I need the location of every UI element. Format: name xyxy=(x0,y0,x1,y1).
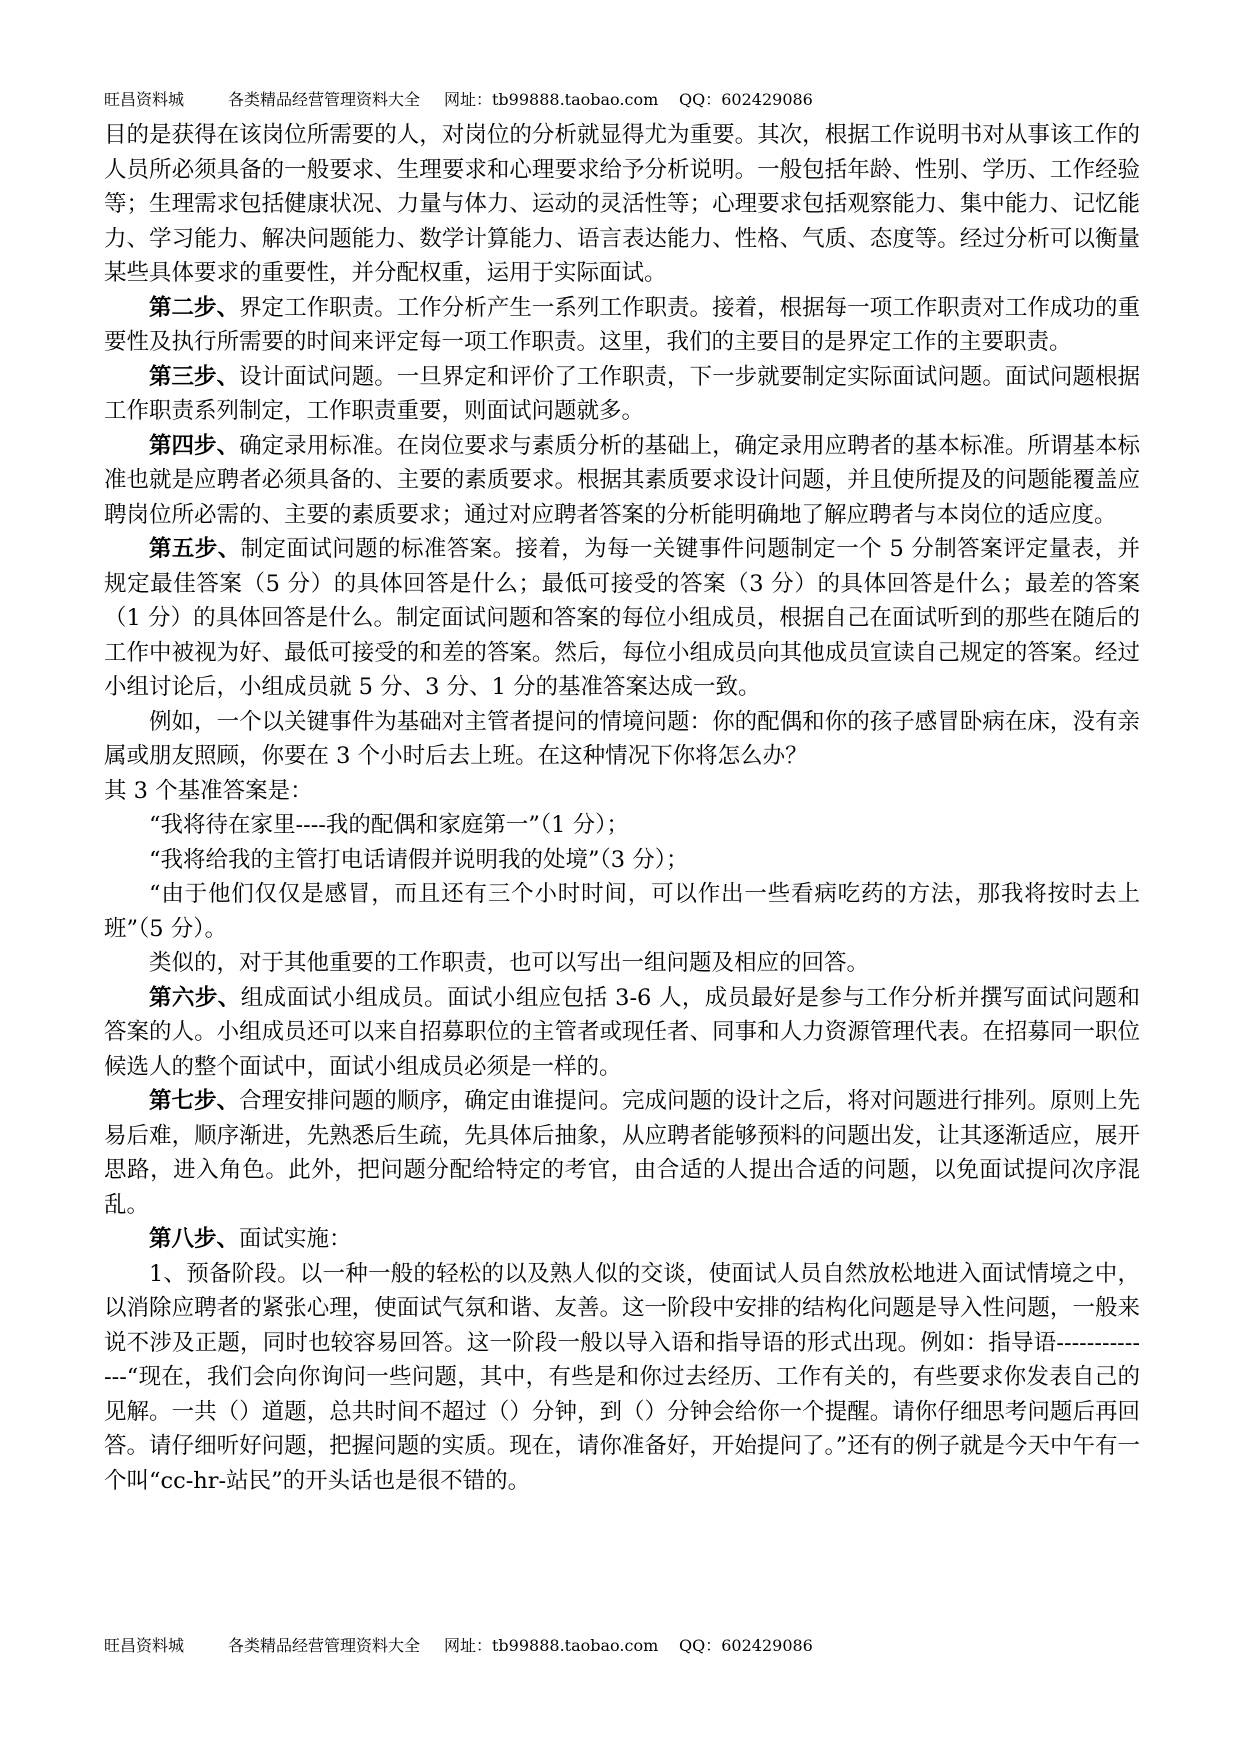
paragraph-example: 例如，一个以关键事件为基础对主管者提问的情境问题：你的配偶和你的孩子感冒卧病在床，没有亲属或朋友照顾，你要在 3 个小时后去上班。在这种情况下你将怎么办？ xyxy=(104,708,1140,769)
paragraph-step-6 xyxy=(104,981,1140,1085)
footer-slogan: 各类精品经营管理资料大全 xyxy=(228,1636,421,1655)
page-header xyxy=(104,90,1137,110)
paragraph-answer-1: “我将待在家里----我的配偶和家庭第一”（1 分）； xyxy=(149,812,629,838)
paragraph-similar: 类似的，对于其他重要的工作职责，也可以写出一组问题及相应的回答。 xyxy=(149,950,870,976)
footer-url: 网址：tb99888.taobao.com xyxy=(444,1636,659,1655)
step-2-text: 界定工作职责。工作分析产生一系列工作职责。接着，根据每一项工作职责对工作成功的重要性及执行所需要的时间来评定每一项工作职责。这里，我们的主要目的是界定工作的主要职责。 xyxy=(104,294,1140,355)
header-site-name: 旺昌资料城 xyxy=(104,90,185,109)
step-7-text: 合理安排问题的顺序，确定由谁提问。完成问题的设计之后，将对问题进行排列。原则上先易后难，顺序渐进，先熟悉后生疏，先具体后抽象，从应聘者能够预料的问题出发，让其逐渐适应，展开思路，进入角色。此外，把问题分配给特定的考官，由合适的人提出合适的问题，以免面试提问次序混乱。 xyxy=(104,1088,1140,1218)
step-4-title: 第四步、 xyxy=(149,432,240,459)
paragraph-step-3 xyxy=(104,360,1140,429)
step-2-title: 第二步、 xyxy=(149,294,240,321)
step-7-title: 第七步、 xyxy=(149,1088,240,1114)
step-8-title: 第八步、 xyxy=(149,1226,240,1252)
paragraph-answers-intro: 其 3 个基准答案是： xyxy=(104,777,313,804)
step-5-text: 制定面试问题的标准答案。接着，为每一关键事件问题制定一个 5 分制答案评定量表，并规定最佳答案（5 分）的具体回答是什么；最低可接受的答案（3 分）的具体回答是什么；最差的答案（1 分）的具体回答是什么。制定面试问题和答案的每位小组成员，根据自己在面试听到的那些在随后的工作中被视为好、最低可接受的和差的答案。然后，每位小组成员向其他成员宣读自己规定的答案。经过小组讨论后，小组成员就 5 分、3 分、1 分的基准答案达成一致。 xyxy=(104,536,1140,700)
footer-qq: QQ：602429086 xyxy=(679,1636,813,1655)
footer-site-name: 旺昌资料城 xyxy=(104,1636,185,1655)
paragraph-job-analysis: 目的是获得在该岗位所需要的人，对岗位的分析就显得尤为重要。其次，根据工作说明书对从事该工作的人员所必须具备的一般要求、生理要求和心理要求给予分析说明。一般包括年龄、性别、学历、工作经验等；生理需求包括健康状况、力量与体力、运动的灵活性等；心理要求包括观察能力、集中能力、记忆能力、学习能力、解决问题能力、数学计算能力、语言表达能力、性格、气质、态度等。经过分析可以衡量某些具体要求的重要性，并分配权重，运用于实际面试。 xyxy=(104,122,1140,286)
header-url: 网址：tb99888.taobao.com xyxy=(444,90,659,109)
step-6-text: 组成面试小组成员。面试小组应包括 3-6 人，成员最好是参与工作分析并撰写面试问题和答案的人。小组成员还可以来自招募职位的主管者或现任者、同事和人力资源管理代表。在招募同一职位候选人的整个面试中，面试小组成员必须是一样的。 xyxy=(104,984,1140,1080)
step-4-text: 确定录用标准。在岗位要求与素质分析的基础上，确定录用应聘者的基本标准。所谓基本标准也就是应聘者必须具备的、主要的素质要求。根据其素质要求设计问题，并且使所提及的问题能覆盖应聘岗位所必需的、主要的素质要求；通过对应聘者答案的分析能明确地了解应聘者与本岗位的适应度。 xyxy=(104,432,1140,528)
step-8-text: 面试实施： xyxy=(239,1226,352,1252)
document-body xyxy=(104,118,1140,1498)
paragraph-step-2 xyxy=(104,291,1140,360)
paragraph-answer-3: “由于他们仅仅是感冒，而且还有三个小时时间，可以作出一些看病吃药的方法，那我将按时去上班”（5 分）。 xyxy=(104,881,1140,942)
paragraph-step-8 xyxy=(104,1222,1140,1257)
step-6-title: 第六步、 xyxy=(149,984,241,1011)
paragraph-step-5 xyxy=(104,532,1140,705)
paragraph-step-4 xyxy=(104,429,1140,533)
step-3-title: 第三步、 xyxy=(149,363,240,390)
step-3-text: 设计面试问题。一旦界定和评价了工作职责，下一步就要制定实际面试问题。面试问题根据工作职责系列制定，工作职责重要，则面试问题就多。 xyxy=(104,363,1140,424)
step-5-title: 第五步、 xyxy=(149,536,241,562)
header-slogan: 各类精品经营管理资料大全 xyxy=(228,90,421,109)
header-qq: QQ：602429086 xyxy=(679,90,813,109)
page-footer xyxy=(104,1636,1137,1656)
paragraph-stage-1: 1、预备阶段。以一种一般的轻松的以及熟人似的交谈，使面试人员自然放松地进入面试情境之中，以消除应聘者的紧张心理，使面试气氛和谐、友善。这一阶段中安排的结构化问题是导入性问题，一般来说不涉及正题，同时也较容易回答。这一阶段一般以导入语和指导语的形式出现。例如：指导语--------------“现在，我们会向你询问一些问题，其中，有些是和你过去经历、工作有关的，有些要求你发表自己的见解。一共（）道题，总共时间不超过（）分钟，到（）分钟会给你一个提醒。请你仔细思考问题后再回答。请仔细听好问题，把握问题的实质。现在，请你准备好，开始提问了。”还有的例子就是今天中午有一个叫“cc-hr-站民”的开头话也是很不错的。 xyxy=(104,1260,1140,1494)
paragraph-step-7 xyxy=(104,1084,1140,1222)
paragraph-answer-2: “我将给我的主管打电话请假并说明我的处境”（3 分）； xyxy=(149,846,689,873)
